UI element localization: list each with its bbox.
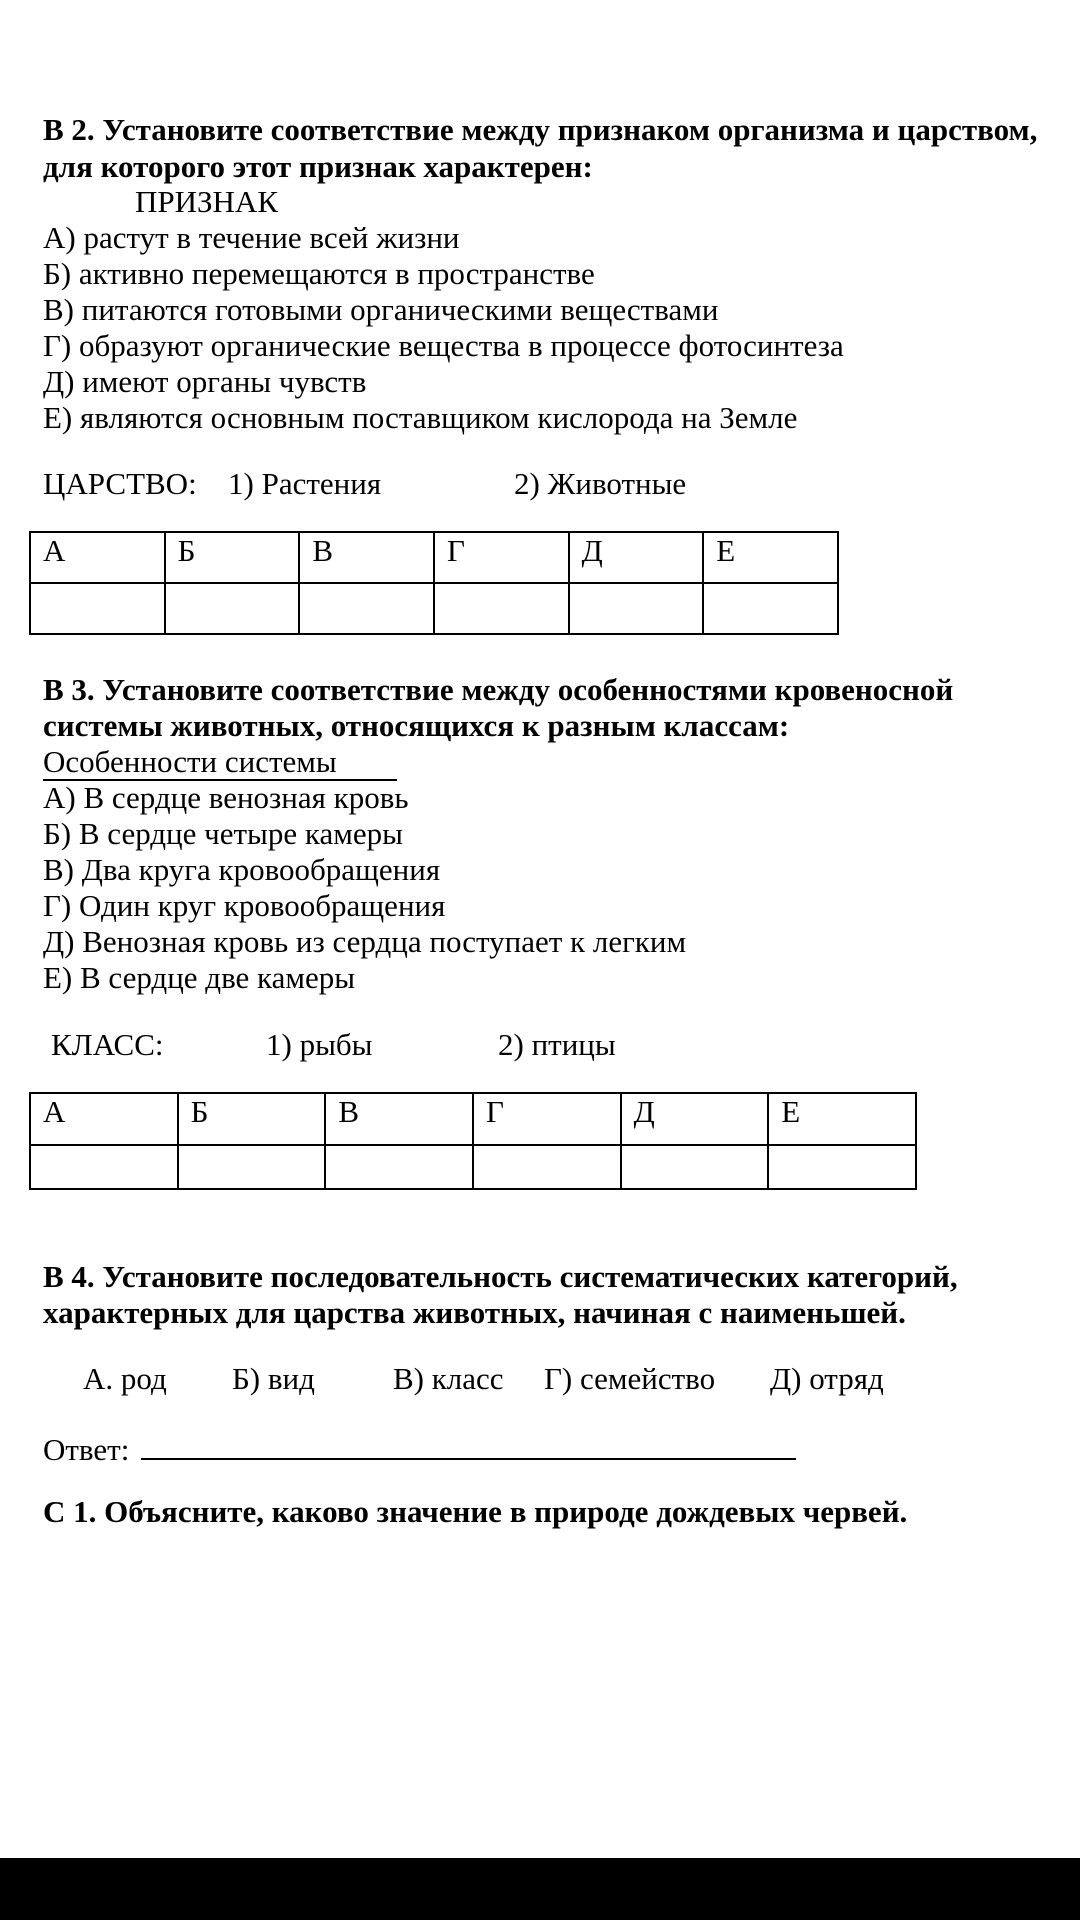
b2-table-header: Е [703,532,838,583]
b3-table-header: Г [473,1093,621,1145]
b2-item: Д) имеют органы чувств [43,364,367,399]
b2-kingdom-2: 2) Животные [514,466,687,501]
b3-table-header: Б [178,1093,326,1145]
b4-option: В) класс [393,1361,504,1396]
b3-title-line2: системы животных, относящихся к разным классам: [43,708,790,743]
b2-answer-cell[interactable] [703,583,838,634]
b3-answer-table [29,1092,917,1190]
b3-item: В) Два круга кровообращения [43,852,441,887]
b4-answer-row [43,1428,796,1468]
b3-item: Е) В сердце две камеры [43,960,356,995]
b3-answer-cell[interactable] [768,1145,916,1189]
b3-item: Д) Венозная кровь из сердца поступает к легким [43,924,687,959]
b3-title-line1: В 3. Установите соответствие между особенностями кровеносной [43,672,954,707]
b2-answer-cell[interactable] [299,583,434,634]
b3-answer-cell[interactable] [325,1145,473,1189]
b4-option: Б) вид [232,1361,315,1396]
b2-item: Б) активно перемещаются в пространстве [43,256,595,291]
b3-answer-cell[interactable] [473,1145,621,1189]
b2-title-line2: для которого этот признак характерен: [43,149,593,184]
b2-table-header: Д [569,532,704,583]
b4-answer-label: Ответ: [43,1432,130,1467]
b3-class-label: КЛАСС: [51,1027,164,1062]
b4-answer-line[interactable] [141,1428,796,1460]
b3-subtitle [43,744,397,780]
c1-title: С 1. Объясните, каково значение в природе дождевых червей. [43,1494,908,1529]
b4-option: А. род [83,1361,167,1396]
b2-table-header: А [30,532,165,583]
b2-table-header: В [299,532,434,583]
b2-item: Г) образуют органические вещества в процессе фотосинтеза [43,328,844,363]
b3-table-header: А [30,1093,178,1145]
b3-item: А) В сердце венозная кровь [43,780,409,815]
b3-answer-cell[interactable] [621,1145,769,1189]
bottom-black-bar [0,1858,1080,1920]
b2-header: ПРИЗНАК [135,184,278,219]
b3-answer-cell[interactable] [30,1145,178,1189]
b2-item: Е) являются основным поставщиком кислорода на Земле [43,400,798,435]
b4-title-line2: характерных для царства животных, начиная с наименьшей. [43,1295,906,1330]
b3-table-header: Е [768,1093,916,1145]
b4-title-line1: В 4. Установите последовательность систематических категорий, [43,1259,958,1294]
b3-subtitle-text: Особенности системы [43,744,397,781]
b2-kingdom-1: 1) Растения [228,466,382,501]
b3-answer-cell[interactable] [178,1145,326,1189]
b2-title-line1: В 2. Установите соответствие между признаком организма и царством, [43,112,1038,147]
b2-answer-cell[interactable] [165,583,300,634]
b2-table-header: Б [165,532,300,583]
b3-item: Б) В сердце четыре камеры [43,816,403,851]
b2-answer-cell[interactable] [434,583,569,634]
b3-class-2: 2) птицы [498,1027,616,1062]
b4-option: Д) отряд [770,1361,884,1396]
b3-class-1: 1) рыбы [266,1027,373,1062]
b3-item: Г) Один круг кровообращения [43,888,446,923]
b3-table-header: Д [621,1093,769,1145]
b2-table-header: Г [434,532,569,583]
b2-answer-cell[interactable] [30,583,165,634]
b2-item: А) растут в течение всей жизни [43,220,460,255]
b4-option: Г) семейство [544,1361,716,1396]
b3-table-header: В [325,1093,473,1145]
b2-kingdom-label: ЦАРСТВО: [43,466,197,501]
b2-answer-table [29,531,839,635]
b2-answer-cell[interactable] [569,583,704,634]
b2-item: В) питаются готовыми органическими веществами [43,292,719,327]
